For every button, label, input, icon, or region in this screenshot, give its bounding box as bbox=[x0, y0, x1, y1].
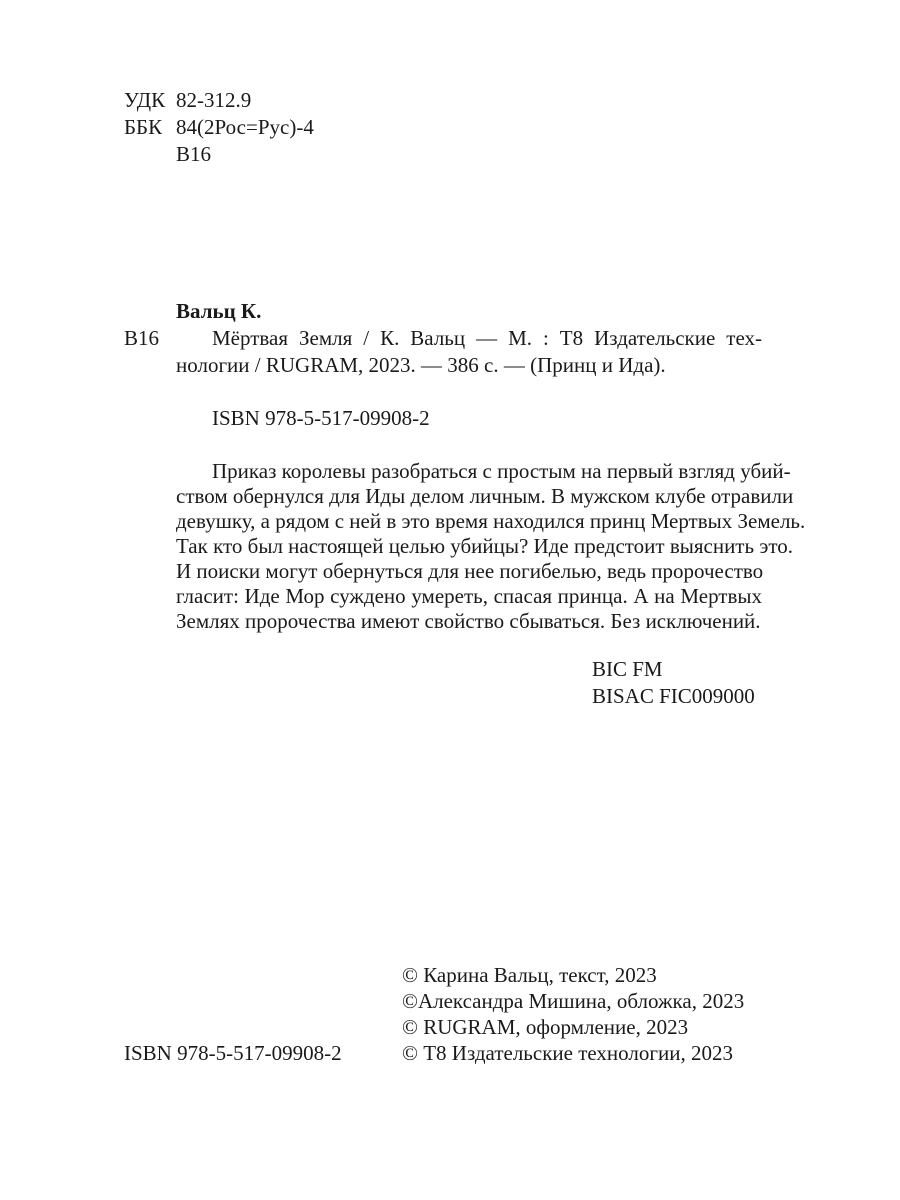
annotation-line: Приказ королевы разобраться с простым на первый взгляд убий- bbox=[212, 459, 791, 483]
bbk-value: 84(2Рос=Рус)-4 bbox=[176, 115, 314, 139]
copyright-line: ©Александра Мишина, обложка, 2023 bbox=[402, 989, 745, 1013]
bib-line-1: Мёртвая Земля / К. Вальц — М. : Т8 Издательские тех- bbox=[212, 326, 762, 350]
bib-line-2: нологии / RUGRAM, 2023. — 386 с. — (Принц и Ида). bbox=[176, 353, 666, 377]
annotation-line: Так кто был настоящей целью убийцы? Иде предстоит выяснить это. bbox=[176, 534, 793, 558]
copyright-line: © Карина Вальц, текст, 2023 bbox=[402, 963, 657, 987]
copyright-line: © Т8 Издательские технологии, 2023 bbox=[402, 1041, 733, 1065]
annotation-line: И поиски могут обернуться для нее погибелью, ведь пророчество bbox=[176, 559, 764, 583]
annotation-line: девушку, а рядом с ней в это время находился принц Мертвых Земель. bbox=[176, 509, 806, 533]
udk-line bbox=[124, 88, 251, 112]
catalog-isbn: ISBN 978-5-517-09908-2 bbox=[212, 406, 430, 430]
bic-code: BIC FM bbox=[592, 657, 663, 681]
author-heading: Вальц К. bbox=[176, 299, 262, 323]
bisac-code: BISAC FIC009000 bbox=[592, 684, 755, 708]
udk-value: 82-312.9 bbox=[176, 88, 252, 112]
annotation-line: ством обернулся для Иды делом личным. В мужском клубе отравили bbox=[176, 484, 794, 508]
copyright-line: © RUGRAM, оформление, 2023 bbox=[402, 1015, 689, 1039]
annotation-line: гласит: Иде Мор суждено умереть, спасая принца. А на Мертвых bbox=[176, 584, 762, 608]
bbk-label: ББК bbox=[124, 115, 163, 139]
footer-isbn: ISBN 978-5-517-09908-2 bbox=[124, 1041, 342, 1065]
bbk-line bbox=[124, 115, 314, 139]
udk-label: УДК bbox=[124, 88, 166, 112]
author-mark-top: В16 bbox=[176, 142, 212, 166]
annotation-line: Землях пророчества имеют свойство сбываться. Без исключений. bbox=[176, 609, 761, 633]
author-mark: В16 bbox=[124, 326, 160, 350]
